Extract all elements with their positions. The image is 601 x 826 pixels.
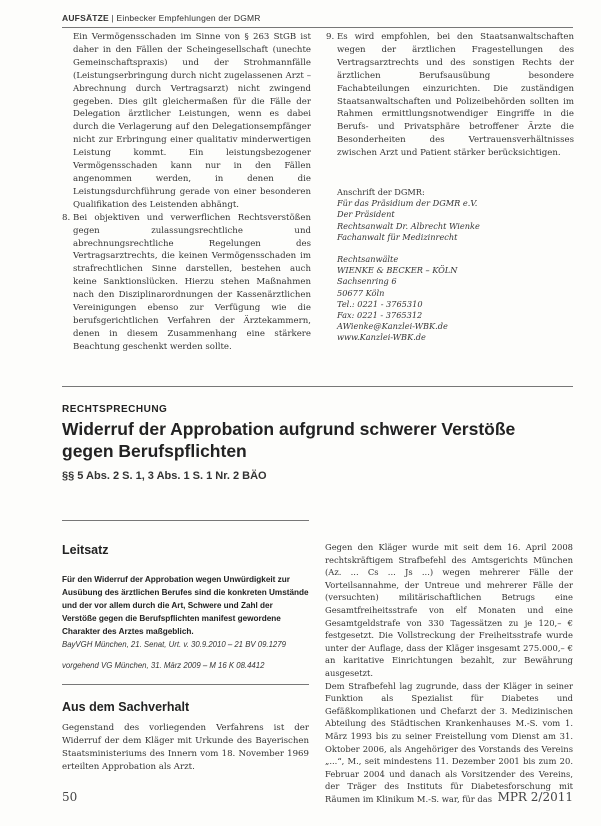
running-header xyxy=(62,13,261,23)
journal-issue: MPR 2/2011 xyxy=(497,790,573,804)
address-line: 50677 Köln xyxy=(337,287,385,298)
item-number: 9. xyxy=(326,32,335,42)
address-line: Für das Präsidium der DGMR e.V. xyxy=(337,198,478,209)
section-rule xyxy=(62,386,573,387)
address-line: WIENKE & BECKER – KÖLN xyxy=(337,265,458,276)
leitsatz-rule xyxy=(62,520,309,521)
address-block xyxy=(337,187,572,344)
top-right-column xyxy=(326,31,574,160)
body-right-column xyxy=(325,541,573,805)
header-section: AUFSÄTZE xyxy=(62,13,109,23)
address-spacer xyxy=(337,243,572,254)
header-separator: | xyxy=(111,13,114,23)
leitsatz-text: Für den Widerruf der Approbation wegen Unwürdigkeit zur Ausübung des ärztlichen Berufes sind die konkreten Umstände und der vor allem durch die Art, Schwere und Zahl der Verstöße gegen die Berufspflichten manifest gewordene Charakter des Arztes maßgeblich. xyxy=(62,575,309,636)
item-number: 8. xyxy=(62,212,71,223)
address-line: Fachanwalt für Medizinrecht xyxy=(337,231,458,242)
address-label: Anschrift der DGMR: xyxy=(337,187,425,197)
address-line: Rechtsanwälte xyxy=(337,254,399,265)
body-paragraph: Gegen den Kläger wurde mit seit dem 16. April 2008 rechtskräftigem Strafbefehl des Amtsgerichts München (Az. ... Cs ... Js ...) wegen mehrerer Fälle der Vorteilsannahme, der Untreue und mehrerer Fälle der (versuchten) militärischaftlichen Betrugs eine Gesamtfreiheitsstrafe von elf Monaten und eine Gesamtgeldstrafe von 330 Tagessätzen zu je 120,– € festgesetzt. Die Vollstreckung der Freiheitsstrafe wurde unter der Auflage, dass der Kläger insgesamt 275.000,– € an karitative Einrichtungen bezahlt, zur Bewährung ausgesetzt. xyxy=(325,542,573,678)
address-email: AWienke@Kanzlei-WBK.de xyxy=(337,321,448,332)
citation: BayVGH München, 21. Senat, Urt. v. 30.9.2010 – 21 BV 09.1279 xyxy=(62,640,286,649)
address-line: Sachsenring 6 xyxy=(337,276,397,287)
top-left-column xyxy=(62,31,311,354)
address-line: Der Präsident xyxy=(337,209,395,220)
paragraph-continued: Ein Vermögensschaden im Sinne von § 263 StGB ist daher in den Fällen der Scheingesellschaft (unechte Gemeinschaftspraxis) und der Strohmannfälle (Leistungserbringung durch nicht zugelassenen Arzt – Abrechnung durch Vertragsarzt) nicht zwingend gegeben. Dies gilt gleichermaßen für die Fälle der Delegation ärztlicher Leistungen, wenn es dabei durch die Verlagerung auf den Delegationsempfänger nicht zur Erbringung einer qualitativ minderwertigen Leistung kommt. Ein leistungsbezogener Vermögensschaden kann nur in den Fällen angenommen werden, in denen die Leistungsdurchführung gerade von einer besonderen Qualifikation des Leistenden abhängt. xyxy=(73,32,311,210)
page-number: 50 xyxy=(62,790,78,804)
address-line: Rechtsanwalt Dr. Albrecht Wienke xyxy=(337,220,480,231)
address-website: www.Kanzlei-WBK.de xyxy=(337,332,426,343)
item-text: Bei objektiven und verwerflichen Rechtsverstößen gegen zulassungsrechtliche und abrechnungsrechtliche Regelungen des Vertragsarztrechts, die keinen Vermögensschaden im strafrechtlichen Sinne darstellen, bestehen auch keine Sanktionslücken. Hierzu stehen Maßnahmen nach den Disziplinarordnungen der Kassenärztlichen Vereinigungen ebenso zur Verfügung wie die berufsgerichtlichen Verfahren der Ärztekammern, denen in diesem Zusammenhang eine stärkere Beachtung geschenkt werden sollte. xyxy=(73,212,311,352)
sachverhalt-rule xyxy=(62,684,309,685)
header-running-title: Einbecker Empfehlungen der DGMR xyxy=(116,13,261,23)
header-rule xyxy=(62,27,573,28)
leitsatz-heading: Leitsatz xyxy=(62,543,109,557)
address-line: Fax: 0221 - 3765312 xyxy=(337,310,423,321)
section-label: RECHTSPRECHUNG xyxy=(62,404,168,415)
item-text: Es wird empfohlen, bei den Staatsanwaltschaften wegen der ärztlichen Fragestellungen des Vertragsarztrechts und des sonstigen Rechts der ärztlichen Berufsausübung besondere Fachabteilungen einzurichten. Die zuständigen Staatsanwaltschaften und Polizeibehörden sollten im Rahmen ermittlungsnotwendiger Eingriffe in die Berufs- und Privatsphäre betroffener Ärzte die Besonderheiten des Vertrauensverhältnisses zwischen Arzt und Patient stärker berücksichtigen. xyxy=(337,32,574,159)
address-line: Tel.: 0221 - 3765310 xyxy=(337,298,423,309)
law-reference: §§ 5 Abs. 2 S. 1, 3 Abs. 1 S. 1 Nr. 2 BÄO xyxy=(62,470,267,482)
sachverhalt-heading: Aus dem Sachverhalt xyxy=(62,700,190,714)
body-paragraph: Dem Strafbefehl lag zugrunde, dass der Kläger in seiner Funktion als Spezialist für Diabetes und Gefäßkomplikationen und Chefarzt der 3. Medizinischen Abteilung des Städtischen Krankenhauses M.-S. vom 1. März 1993 bis zu seiner Freistellung vom Dienst am 31. Oktober 2006, als Angehöriger des Vorstands des Vereins „...“, M., seit mindestens 11. Dezember 2001 bis zum 20. Februar 2004 und danach als Vorsitzender des Vereins, der Träger des Instituts für Diabetesforschung mit Räumen im Klinikum M.-S. war, für das xyxy=(325,680,573,804)
list-item-9 xyxy=(326,31,574,160)
article-title: Widerruf der Approbation aufgrund schwerer Verstöße gegen Berufspflichten xyxy=(62,419,516,461)
citation: vorgehend VG München, 31. März 2009 – M 16 K 08.4412 xyxy=(62,661,265,670)
list-item-8 xyxy=(62,212,311,354)
sachverhalt-text: Gegenstand des vorliegenden Verfahrens ist der Widerruf der dem Kläger mit Urkunde des Bayerischen Staatsministeriums des Innern vom 18. November 1969 erteilten Approbation als Arzt. xyxy=(62,723,309,772)
